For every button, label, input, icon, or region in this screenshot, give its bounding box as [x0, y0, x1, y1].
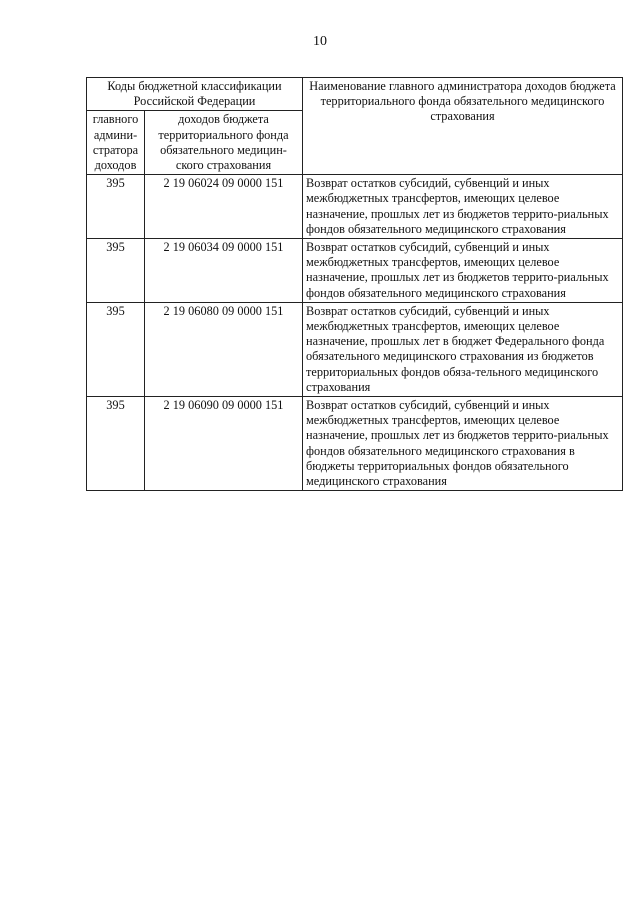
income-code-cell: 2 19 06080 09 0000 151 [145, 302, 303, 396]
table-row [87, 239, 623, 303]
income-name-cell: Возврат остатков субсидий, субвенций и иных межбюджетных трансфертов, имеющих целевое назначение, прошлых лет в бюджет Федерального фонда обязательного медицинского страхования из бюджетов территориальных фондов обяза-тельного медицинского страхования [303, 302, 623, 396]
header-budget-codes: Коды бюджетной классификации Российской Федерации [87, 78, 303, 111]
income-name-cell: Возврат остатков субсидий, субвенций и иных межбюджетных трансфертов, имеющих целевое назначение, прошлых лет из бюджетов террито-риальных фондов обязательного медицинского страхования в бюджеты территориальных фондов обязательного медицинского страхования [303, 397, 623, 491]
table-row [87, 302, 623, 396]
admin-code-cell: 395 [87, 239, 145, 303]
table-row [87, 397, 623, 491]
header-main-administrator: главного админи-стратора доходов [87, 111, 145, 175]
table-body [87, 175, 623, 491]
table-row [87, 175, 623, 239]
budget-classification-table [86, 77, 623, 491]
income-code-cell: 2 19 06024 09 0000 151 [145, 175, 303, 239]
income-name-cell: Возврат остатков субсидий, субвенций и иных межбюджетных трансфертов, имеющих целевое назначение, прошлых лет из бюджетов террито-риальных фондов обязательного медицинского страхования [303, 175, 623, 239]
admin-code-cell: 395 [87, 397, 145, 491]
income-name-cell: Возврат остатков субсидий, субвенций и иных межбюджетных трансфертов, имеющих целевое назначение, прошлых лет из бюджетов террито-риальных фондов обязательного медицинского страхования [303, 239, 623, 303]
admin-code-cell: 395 [87, 175, 145, 239]
income-code-cell: 2 19 06090 09 0000 151 [145, 397, 303, 491]
page-number: 10 [313, 34, 327, 49]
table-header-row [87, 78, 623, 111]
admin-code-cell: 395 [87, 302, 145, 396]
header-fund-income: доходов бюджета территориального фонда обязательного медицин-ского страхования [145, 111, 303, 175]
header-administrator-name: Наименование главного администратора доходов бюджета территориального фонда обязательного медицинского страхования [303, 78, 623, 175]
income-code-cell: 2 19 06034 09 0000 151 [145, 239, 303, 303]
